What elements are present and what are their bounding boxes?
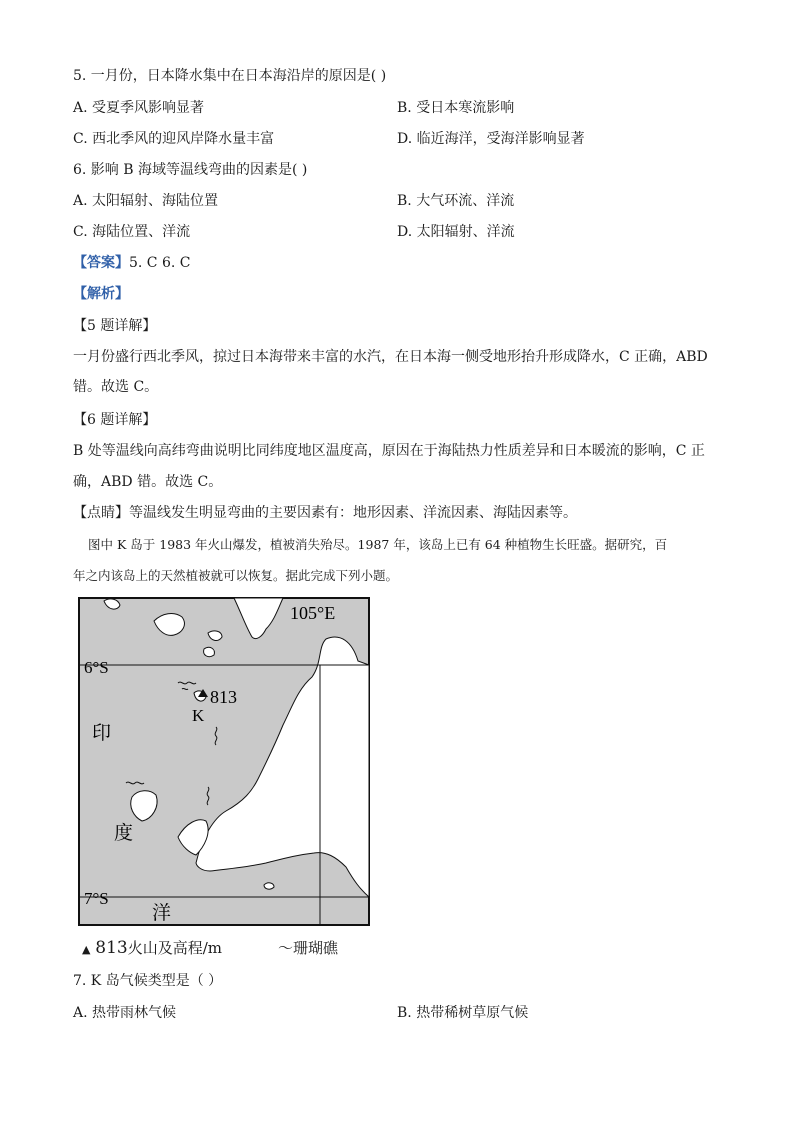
lat-label-top: 6°S: [84, 658, 109, 677]
ocean-char-2: 度: [114, 822, 134, 844]
q5-option-b: B. 受日本寒流影响: [397, 100, 515, 116]
analysis-tag: 【解析】: [73, 286, 129, 302]
q5-option-d: D. 临近海洋，受海洋影响显著: [397, 131, 585, 147]
q6-stem: 6. 影响 B 海域等温线弯曲的因素是( ): [73, 162, 308, 178]
q7-stem: 7. K 岛气候类型是（ ）: [73, 973, 223, 989]
lat-label-bottom: 7°S: [84, 889, 109, 908]
answer-text: 5. C 6. C: [129, 255, 191, 271]
q6-option-b: B. 大气环流、洋流: [397, 193, 515, 209]
d6-line1: B 处等温线向高纬弯曲说明比同纬度地区温度高，原因在于海陆热力性质差异和日本暖流的影响，C 正: [73, 443, 705, 459]
d5-line2: 错。故选 C。: [73, 379, 159, 395]
intro-line1: 图中 K 岛于 1983 年火山爆发，植被消失殆尽。1987 年，该岛上已有 64 种植物生长旺盛。据研究，百: [88, 537, 668, 552]
point-note: 【点睛】等温线发生明显弯曲的主要因素有：地形因素、洋流因素、海陆因素等。: [73, 505, 577, 521]
legend-volcano-value: 813: [95, 938, 128, 958]
island-label-k: K: [192, 706, 205, 725]
d6-title: 【6 题详解】: [73, 412, 157, 428]
q7-option-a: A. 热带雨林气候: [73, 1005, 177, 1021]
answer-row: [73, 253, 191, 273]
volcano-elevation: 813: [210, 687, 237, 707]
legend-reef-text: 珊瑚礁: [293, 939, 339, 957]
legend-volcano: [82, 938, 222, 960]
q5-option-a: A. 受夏季风影响显著: [73, 100, 205, 116]
intro-line2: 年之内该岛上的天然植被就可以恢复。据此完成下列小题。: [73, 568, 399, 583]
q7-option-b: B. 热带稀树草原气候: [397, 1005, 529, 1021]
lon-label: 105°E: [290, 603, 336, 623]
island-south: [264, 883, 274, 889]
k-island-map: [78, 597, 372, 927]
d6-line2: 确，ABD 错。故选 C。: [73, 474, 223, 490]
ocean-char-3: 洋: [152, 902, 172, 924]
island-small-2: [204, 647, 215, 656]
q5-stem: 5. 一月份，日本降水集中在日本海沿岸的原因是( ): [73, 68, 387, 84]
legend-reef-icon: 〜: [278, 939, 294, 957]
q6-option-a: A. 太阳辐射、海陆位置: [73, 193, 219, 209]
q6-option-d: D. 太阳辐射、洋流: [397, 224, 515, 240]
answer-tag: 【答案】: [73, 255, 129, 271]
legend-reef: [278, 938, 338, 958]
legend-volcano-text: 火山及高程/m: [127, 939, 222, 957]
legend-volcano-icon: ▲: [82, 943, 91, 956]
q5-option-c: C. 西北季风的迎风岸降水量丰富: [73, 131, 275, 147]
q6-option-c: C. 海陆位置、洋流: [73, 224, 191, 240]
d5-title: 【5 题详解】: [73, 318, 157, 334]
d5-line1: 一月份盛行西北季风，掠过日本海带来丰富的水汽，在日本海一侧受地形抬升形成降水，C 正确，ABD: [73, 349, 708, 365]
ocean-char-1: 印: [92, 722, 112, 744]
